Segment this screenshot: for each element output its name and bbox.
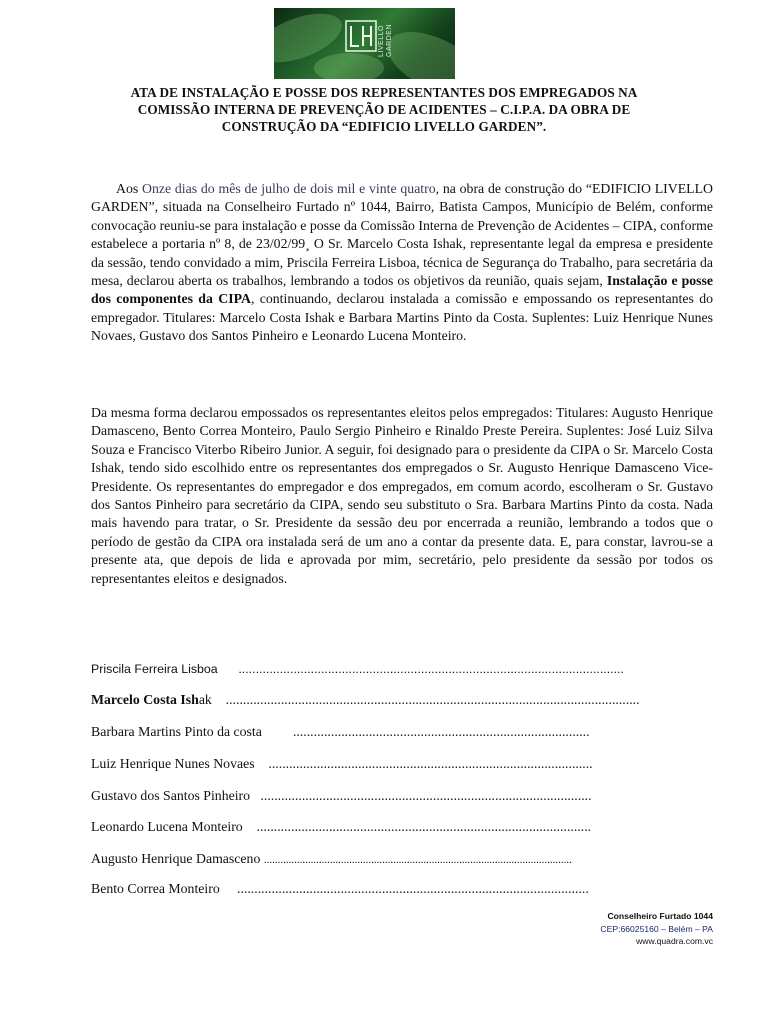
signatory-name: Augusto Henrique Damasceno — [91, 851, 261, 866]
signatory-name: Priscila Ferreira Lisboa — [91, 662, 218, 676]
livello-garden-logo — [274, 8, 455, 79]
signature-dots: .............................................................................................. — [268, 756, 593, 771]
signature-line — [91, 787, 592, 805]
signature-dots: ........................................................................................................................ — [225, 692, 640, 707]
signature-dots: ................................................................................................................ — [238, 662, 624, 676]
footer-website: www.quadra.com.vc — [636, 936, 713, 946]
signatory-name: Barbara Martins Pinto da costa — [91, 724, 262, 739]
signature-dots: ................................................................................................ — [260, 788, 592, 803]
signatory-name: Gustavo dos Santos Pinheiro — [91, 788, 251, 803]
signature-line — [91, 880, 589, 898]
signature-line — [91, 818, 591, 836]
signatory-name: Marcelo Costa Ish — [91, 692, 199, 707]
livello-monogram-icon — [345, 20, 377, 52]
signature-line — [91, 660, 624, 678]
bold-phrase: Instalação e posse dos componentes da CIPA — [91, 273, 714, 307]
footer-cep: CEP:66025160 – Belém – PA — [600, 923, 713, 934]
signature-dots: ...................................................................................... — [292, 724, 590, 739]
signatory-name: Bento Correa Monteiro — [91, 881, 220, 896]
logo-brand-text: LIVELLO GARDEN — [378, 24, 393, 57]
document-title: ATA DE INSTALAÇÃO E POSSE DOS REPRESENTANTES DOS EMPREGADOS NA COMISSÃO INTERNA DE PREVENÇÃO DE ACIDENTES – C.I.P.A. DA OBRA DE CONSTRUÇÃO DA “EDIFICIO LIVELLO GARDEN”. — [130, 85, 638, 134]
footer-street: Conselheiro Furtado 1044 — [607, 911, 713, 921]
signatory-name: Leonardo Lucena Monteiro — [91, 819, 243, 834]
signature-line: Marcelo Costa Ishak ........................................................................................................................ — [91, 692, 640, 707]
paragraph-1: Aos Onze dias do mês de julho de dois mil e vinte quatro, na obra de construção do “EDIFICIO LIVELLO GARDEN”, situada na Conselheiro Furtado nº 1044, Bairro, Batista Campos, Município de Belém, conforme convocação reuniu-se para instalação e posse da Comissão Interna de Prevenção de Acidentes – CIPA, conforme estabelece a portaria nº 8, de 23/02/99¸ O Sr. Marcelo Costa Ishak, representante legal da empresa e presidente da sessão, tendo convidado a mim, Priscila Ferreira Lisboa, técnica de Segurança do Trabalho, para secretária da mesa, declarou aberta os trabalhos, lembrando a todos os objetivos da reunião, quais sejam, Instalação e posse dos componentes da CIPA, continuando, declarou instalada a comissão e empossando os representantes do empregador. Titulares: Marcelo Costa Ishak e Barbara Martins Pinto da Costa. Suplentes: Luiz Henrique Nunes Novaes, Gustavo dos Santos Pinheiro e Leonardo Lucena Monteiro. — [91, 181, 714, 344]
signatory-name: Luiz Henrique Nunes Novaes — [91, 756, 255, 771]
signature-dots: ...................................................................................................... — [237, 881, 589, 896]
signature-dots: ................................................................................................. — [256, 819, 592, 834]
signature-line — [91, 755, 593, 773]
signature-dots: ................................................................................................................ — [263, 854, 572, 866]
footer-address — [600, 910, 713, 948]
paragraph-2: Da mesma forma declarou empossados os representantes eleitos pelos empregados: Titulares: Augusto Henrique Damasceno, Bento Correa Monteiro, Paulo Sergio Pinheiro e Rinaldo Preste Pereira. Suplentes: José Luiz Silva Souza e Francisco Viterbo Ribeiro Junior. A seguir, foi designado para o presidente da CIPA o Sr. Marcelo Costa Ishak, tendo sido escolhido entre os representantes dos empregados o Sr. Augusto Henrique Damasceno Vice-Presidente. Os representantes do empregador e dos empregados, em comum acordo, escolheram o Sr. Gustavo dos Santos Pinheiro para secretário da CIPA, sendo seu substituto o Sra. Barbara Martins Pinto da costa. Nada mais havendo para tratar, o Sr. Presidente da sessão deu por encerrada a reunião, lembrando a todos que o período de gestão da CIPA ora instalada será de um ano a contar da presente data. E, para constar, lavrou-se a presente ata, que depois de lida e aprovada por mim, secretário, pelo presidente da sessão por todos os representantes eleitos e designados. — [91, 405, 713, 586]
signature-line — [91, 723, 590, 741]
date-text: Onze dias do mês de julho de dois mil e vinte quatro — [142, 181, 436, 196]
signature-line — [91, 850, 572, 869]
